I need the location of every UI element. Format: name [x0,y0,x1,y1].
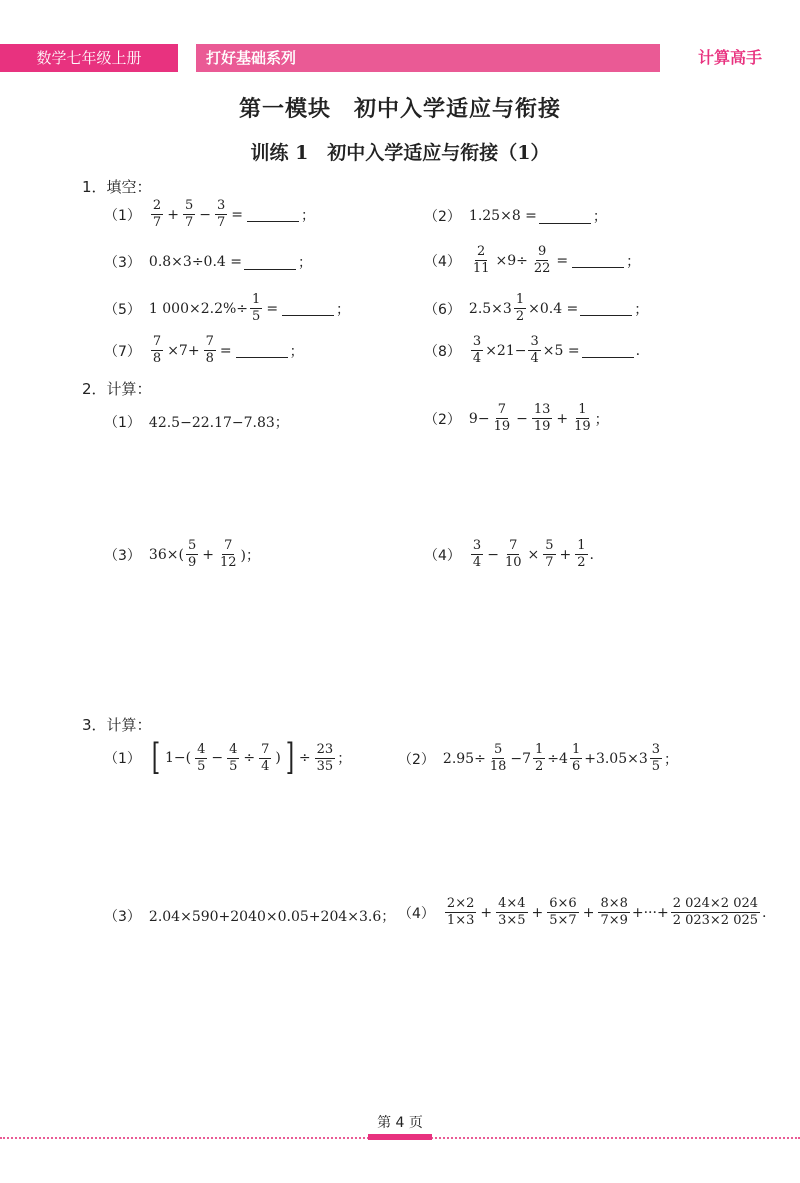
page-header [0,0,800,80]
expression: ×0.4 = [528,300,579,317]
expression: 2.95÷ [442,750,486,767]
answer-blank [582,343,634,358]
expression: ÷4 [547,750,568,767]
fraction: $\frac{7}{12}$ [219,538,237,570]
fill-item-1: （1） $\frac{2}{7}$ + $\frac{5}{7}$ − $\frac{3}{7}$ = ； [104,198,315,230]
fraction: $\frac{7}{8}$ [152,334,162,366]
fraction: $\frac{1}{2}$ [515,292,525,324]
expression: ×21− [485,342,527,359]
expression: 2.5×3 [468,300,512,317]
item-label: （1） [104,415,141,431]
fraction: $\frac{7}{8}$ [205,334,214,366]
item-label: （2） [424,411,461,428]
item-label: （2） [424,209,461,225]
fraction: $\frac{5}{9}$ [187,538,197,570]
answer-blank [244,255,296,270]
fraction: $\frac{3}{4}$ [472,538,482,570]
fill-item-8: （8） $\frac{3}{4}$ ×21− $\frac{3}{4}$ ×5 = . [424,334,641,366]
fraction: $\frac{2}{7}$ [152,198,162,230]
fraction: $\frac{1}{2}$ [577,538,586,570]
fraction: $\frac{3}{4}$ [530,334,539,366]
fill-item-5: （5） 1 000×2.2%÷ $\frac{1}{5}$ = ； [104,292,351,324]
fraction: $\frac{23}{35}$ [316,741,334,774]
fill-item-6: （6） 2.5×3 $\frac{1}{2}$ ×0.4 = ； [424,292,649,324]
fraction: $\frac{1}{6}$ [571,742,581,774]
expression: 1 000×2.2%÷ [148,300,249,317]
item-label: （3） [104,255,141,271]
fraction: $\frac{9}{22}$ [533,244,551,276]
calc-item-1 [104,412,289,432]
fraction: $\frac{1}{19}$ [574,402,591,434]
lesson-title: 训练 1 初中入学适应与衔接（1） [250,142,550,164]
fill-item-3: （3） 0.8×3÷0.4 = ； [104,254,312,271]
fraction: $\frac{5}{18}$ [489,742,507,774]
calc-item-3: （3） 36×( $\frac{5}{9}$ + $\frac{7}{12}$ )； [104,538,260,570]
section-3-heading: 3．计算： [82,716,152,734]
answer-blank [236,343,288,358]
fill-item-4: （4） $\frac{2}{11}$ ×9÷ $\frac{9}{22}$ = ； [424,244,641,276]
expression: 42.5−22.17−7.83； [148,415,289,431]
expression: +3.05×3 [584,750,648,767]
header-separator [178,44,196,72]
item-label: （7） [104,343,141,360]
item-label: （2） [398,751,435,768]
calc-item-4: （4） $\frac{3}{4}$ − $\frac{7}{10}$ × $\frac{5}{7}$ + $\frac{1}{2}$ . [424,538,594,570]
fraction: $\frac{2}{11}$ [472,244,490,276]
item-label: （5） [104,301,141,318]
fraction: $\frac{2\times 2}{1\times 3}$ [446,896,475,928]
expression: −7 [510,750,532,767]
fraction: $\frac{7}{19}$ [493,402,511,434]
fraction: $\frac{5}{7}$ [184,198,194,230]
item-label: （3） [104,909,141,925]
fraction: $\frac{4}{5}$ [229,741,238,774]
expression: +···+ [631,904,669,921]
fraction: $\frac{1}{2}$ [535,742,544,774]
expression: 9− [468,410,490,427]
fraction: $\frac{3}{4}$ [472,334,482,366]
fraction: $\frac{3}{7}$ [216,198,226,230]
fraction: $\frac{3}{5}$ [651,742,661,774]
page-number: 第 4 页 [377,1115,423,1131]
expression: )； [240,547,260,564]
answer-blank [247,207,299,222]
item-label: （6） [424,301,461,318]
fill-item-2: （2） 1.25×8 = ； [424,208,607,225]
section-tag: 计算高手 [660,44,800,72]
answer-blank [580,301,632,316]
book-title: 数学七年级上册 [0,44,178,72]
fraction: $\frac{4}{5}$ [197,741,206,774]
item-label: （3） [104,547,141,564]
calc-item-3-3 [104,906,395,926]
section-1-heading: 1．填空： [82,178,152,196]
fraction: $\frac{13}{19}$ [533,402,551,434]
calc-item-2: （2） 9− $\frac{7}{19}$ − $\frac{13}{19}$ + $\frac{1}{19}$ ； [424,402,609,434]
fraction: $\frac{2 024\times 2 024}{2 023\times 2 025}$ [672,896,759,928]
fraction: $\frac{5}{7}$ [545,538,554,570]
expression: 0.8×3÷0.4 = [148,254,242,270]
answer-blank [572,253,624,268]
item-label: （1） [104,751,141,767]
item-label: （4） [398,905,435,922]
fraction: $\frac{1}{5}$ [252,292,261,324]
expression: 36×( [148,546,184,563]
calc-item-3-2: （2） 2.95÷ $\frac{5}{18}$ −7 $\frac{1}{2}$ ÷4 $\frac{1}{6}$ +3.05×3 $\frac{3}{5}$ ； [398,742,679,774]
answer-blank [539,209,591,224]
section-2-heading: 2．计算： [82,380,152,398]
calc-item-3-1: （1） [ 1−( $\frac{4}{5}$ − $\frac{4}{5}$ ÷ $\frac{7}{4}$ ) ] ÷ $\frac{23}{35}$ ； [104,737,352,778]
module-title: 第一模块 初中入学适应与衔接 [238,96,561,122]
series-title: 打好基础系列 [196,44,306,72]
fraction: $\frac{8\times 8}{7\times 9}$ [600,896,628,928]
expression: 2.04×590+2040×0.05+204×3.6； [148,909,396,925]
expression: ×5 = [542,342,580,359]
expression: 1.25×8 = [468,208,537,224]
fraction: $\frac{6\times 6}{5\times 7}$ [549,896,577,928]
item-label: （4） [424,547,461,564]
answer-blank [282,301,334,316]
fraction: $\frac{4\times 4}{3\times 5}$ [498,896,526,928]
fill-item-7: （7） $\frac{7}{8}$ ×7+ $\frac{7}{8}$ = ； [104,334,304,366]
calc-item-3-4: （4） $\frac{2\times 2}{1\times 3}$ + $\frac{4\times 4}{3\times 5}$ + $\frac{6\times 6}{5\times 7}$ + $\frac{8\times 8}{7\times 9}$ +···+ $\frac{2 024\times 2 024}{2 023\times 2 025}$ . [398,896,767,928]
item-label: （4） [424,253,461,270]
fraction: $\frac{7}{4}$ [261,741,270,774]
fraction: $\frac{7}{10}$ [504,538,522,570]
footer-accent [368,1134,432,1140]
item-label: （8） [424,343,461,360]
item-label: （1） [104,207,141,224]
